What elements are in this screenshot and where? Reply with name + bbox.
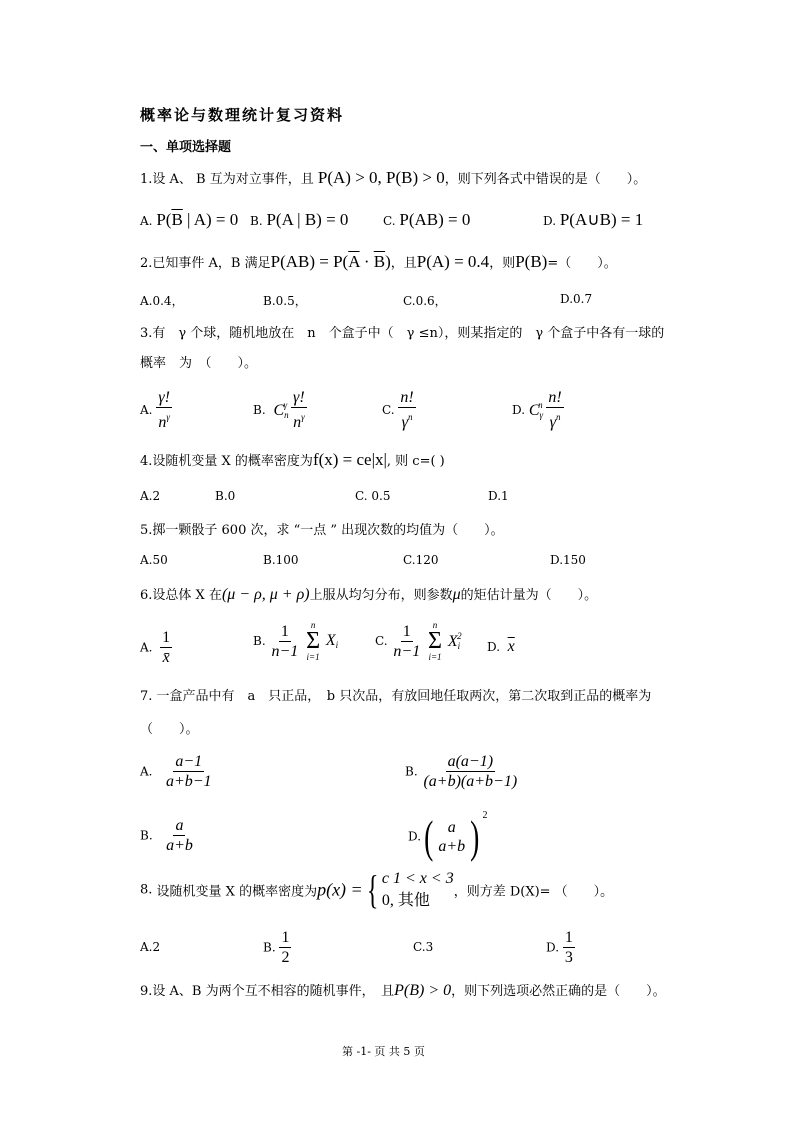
option-7d: D.( a a+b ) $^2$ [408,810,488,862]
option-8c: C.3 [413,940,434,954]
question-9: 9.设 A、B 为两个互不相容的随机事件， 且P(B) > 0，则下列选项必然正确的是（ ）。 [140,982,666,999]
section-heading: 一、单项选择题 [140,140,232,155]
question-8: 8. 设随机变量 X 的概率密度为p(x) ={ c 1 < x < 3 0, 其他 ，则方差 D(X)= （ ）。 [140,867,614,912]
option-6b: B. $\frac{1}{n-1}$ n Σ i=1 $X_i$ [253,620,339,662]
question-6: 6.设总体 X 在(μ − ρ, μ + ρ)上服从均匀分布，则参数μ的矩估计量为（ ）。 [140,586,598,603]
option-4c: C. 0.5 [355,489,391,503]
question-5: 5.掷一颗骰子 600 次，求 “一点 ” 出现次数的均值为（ ）。 [140,523,504,538]
question-2: 2.已知事件 A，B 满足$P(AB) = P(\overline{A} \cdot \overline{B})$，且P(A) = 0.4，则P(B)=（ ）。 [140,252,617,271]
option-4d: D.1 [488,489,509,503]
page-footer: 第 -1- 页 共 5 页 [342,1045,425,1058]
option-3c: C. $\frac{n!}{\gamma^n}$ [382,389,414,431]
option-3d: D. $C_\gamma^n$ $\frac{n!}{\gamma^n}$ [512,389,562,431]
option-6a: A. $\frac{1}{x̄}$ [140,629,171,666]
option-7c: B. $\frac{a}{a+b}$ [140,817,193,854]
option-4b: B.0 [215,489,236,503]
option-5d: D.150 [550,553,586,567]
option-1d: D. P(A∪B) = 1 [543,210,644,229]
option-1c: C. P(AB) = 0 [383,210,471,229]
option-8b: B. $\frac{1}{2}$ [263,929,290,966]
document-title: 概率论与数理统计复习资料 [140,106,345,124]
option-1b: B. P(A | B) = 0 [250,210,349,229]
option-4a: A.2 [140,489,161,503]
question-7: 7. 一盒产品中有 a 只正品， b 只次品，有放回地任取两次，第二次取到正品的概率为 [140,689,652,704]
option-2d: D.0.7 [560,292,593,306]
option-2c: C.0.6， [403,294,447,308]
option-2a: A.0.4， [140,294,184,308]
option-2b: B.0.5， [263,294,307,308]
option-3b: B. $C_n^\gamma$ $\frac{\gamma!}{n^\gamma}$ [253,389,305,431]
question-3-line2: 概率 为 （ ）。 [140,356,258,371]
option-7a: A. $\frac{a-1}{a+b-1}$ [140,753,212,790]
option-8a: A.2 [140,940,161,954]
option-3a: A. $\frac{\gamma!}{n^\gamma}$ [140,389,170,431]
option-8d: D. $\frac{1}{3}$ [546,929,573,966]
option-1a: A. $P(\overline{B}$ | A) = 0 [140,210,239,229]
question-3: 3.有 γ 个球，随机地放在 n 个盒子中（ γ ≤n），则某指定的 γ 个盒子中各有一球的 [140,326,665,341]
option-6d: D. $\overline{x}$ [487,638,515,655]
option-7b: B. $\frac{a(a-1)}{(a+b)(a+b-1)}$ [405,753,518,790]
question-number: 1. [140,172,153,187]
question-7-line2: （ ）。 [140,722,199,737]
option-5a: A.50 [140,553,168,567]
question-4: 4.设随机变量 X 的概率密度为f(x) = ce|x|, 则 c=( ) [140,450,445,469]
option-5b: B.100 [263,553,299,567]
math-expression: P(A) > 0, P(B) > 0 [317,168,445,187]
option-6c: C. $\frac{1}{n-1}$ n Σ i=1 $X_i^2$ [375,620,462,662]
option-5c: C.120 [403,553,439,567]
question-1: 1.设 A、 B 互为对立事件，且 P(A) > 0, P(B) > 0，则下列各式中错误的是（ ）。 [140,168,647,187]
